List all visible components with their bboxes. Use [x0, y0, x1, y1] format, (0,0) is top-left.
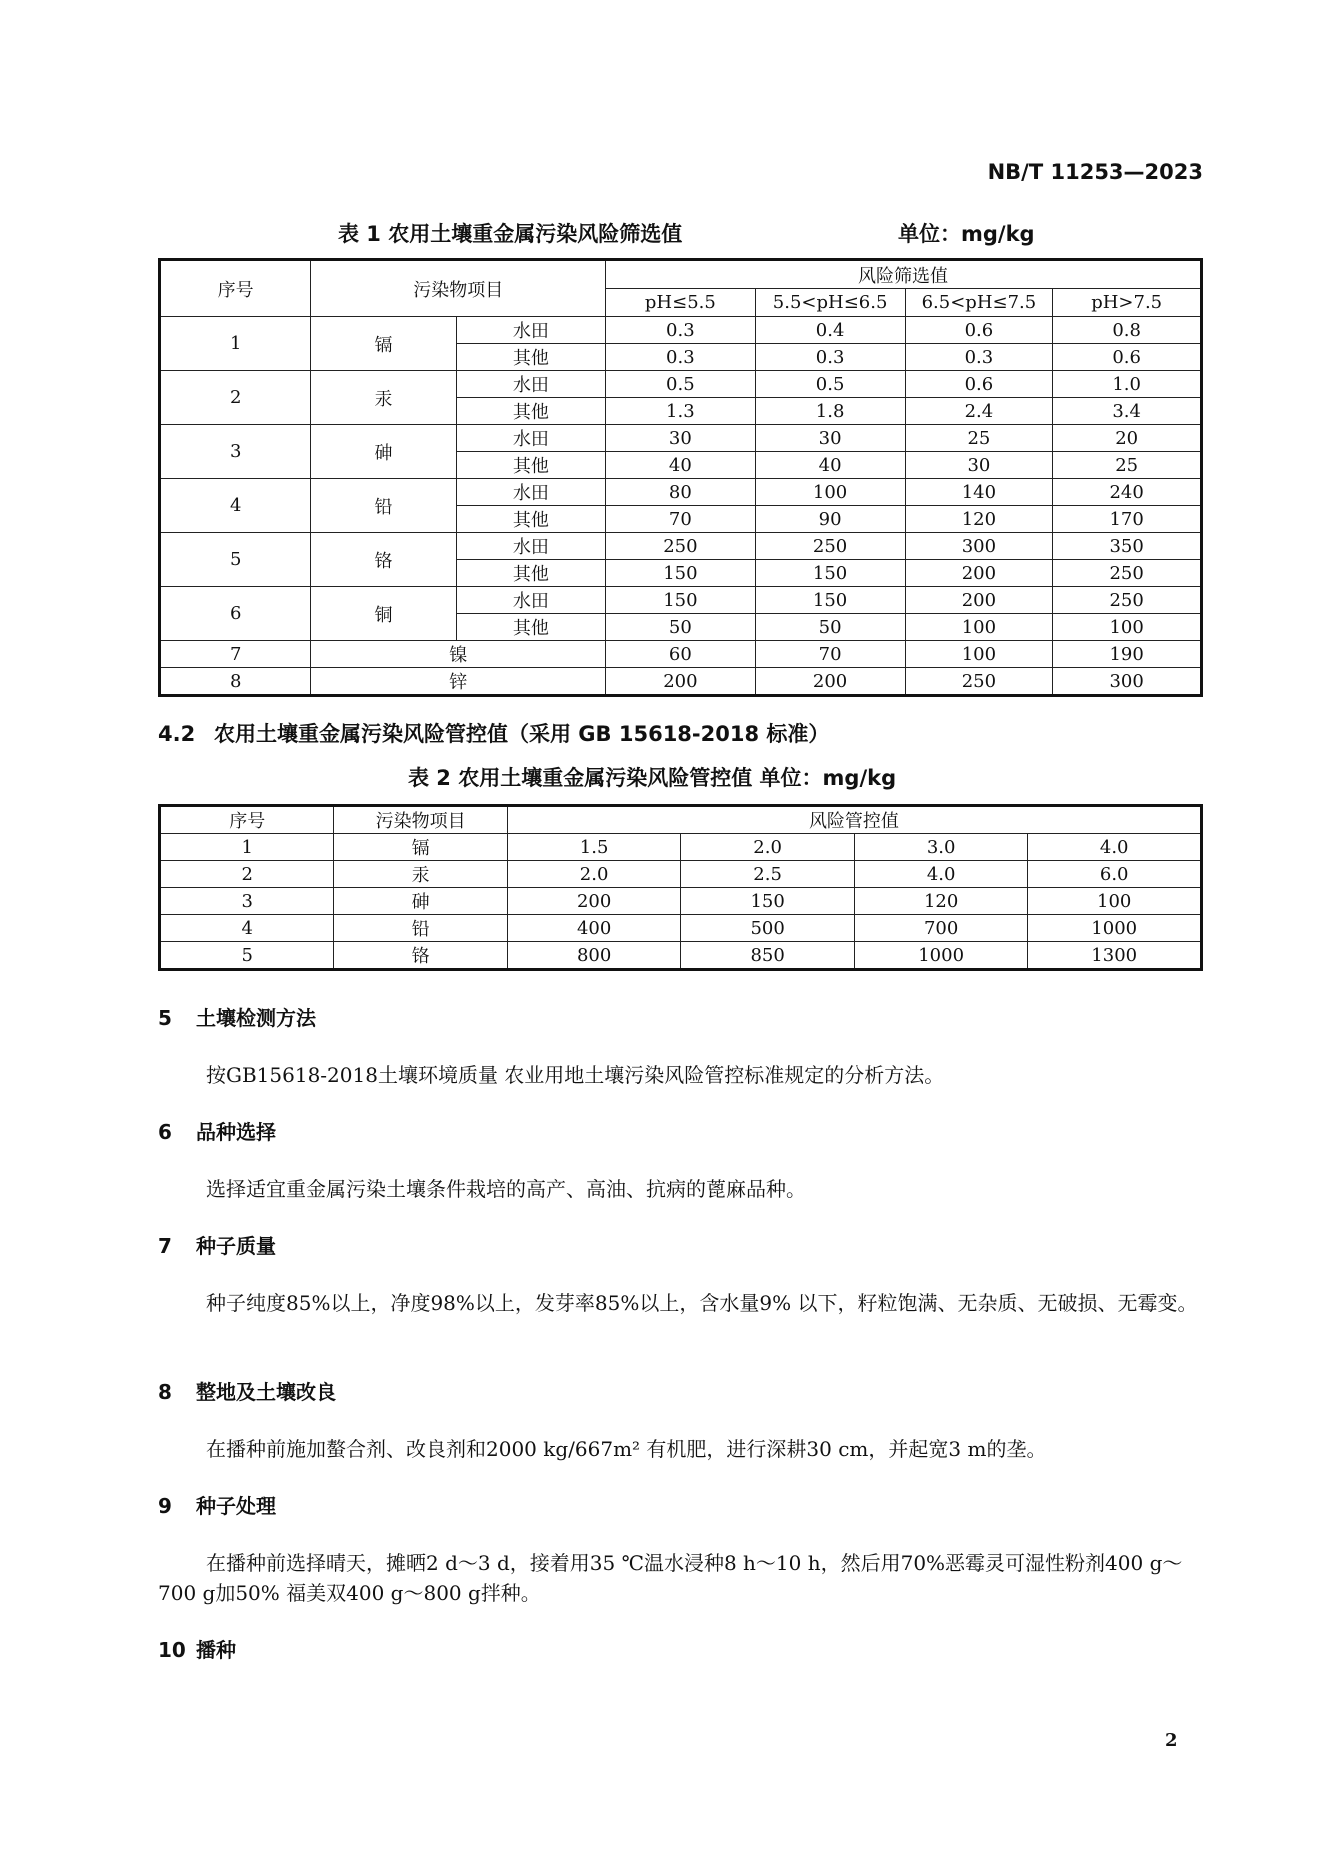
value-cell: 500 — [681, 915, 855, 942]
value-cell: 0.5 — [755, 371, 905, 398]
section-paragraph: 选择适宜重金属污染土壤条件栽培的高产、高油、抗病的蓖麻品种。 — [206, 1177, 806, 1201]
table-row — [160, 317, 1202, 344]
value-cell: 40 — [755, 452, 905, 479]
seq-cell: 1 — [160, 834, 334, 861]
table-row — [160, 888, 1202, 915]
section-number: 8 — [158, 1380, 172, 1404]
table-row — [160, 834, 1202, 861]
pollutant-cell: 铅 — [311, 479, 456, 533]
land-type-cell: 水田 — [456, 371, 605, 398]
value-cell: 0.3 — [905, 344, 1053, 371]
section-heading-5 — [158, 1002, 316, 1031]
header-ph-range: 6.5<pH≤7.5 — [905, 289, 1053, 317]
table2-caption: 表 2 农用土壤重金属污染风险管控值 单位：mg/kg — [408, 766, 897, 790]
header-seq: 序号 — [160, 806, 334, 834]
header-item: 污染物项目 — [334, 806, 507, 834]
risk-screening-table — [158, 258, 1203, 697]
section-title: 品种选择 — [196, 1120, 276, 1144]
value-cell: 150 — [606, 560, 756, 587]
value-cell: 300 — [1053, 668, 1202, 696]
value-cell: 850 — [681, 942, 855, 970]
value-cell: 30 — [755, 425, 905, 452]
value-cell: 250 — [905, 668, 1053, 696]
value-cell: 250 — [606, 533, 756, 560]
land-type-cell: 其他 — [456, 344, 605, 371]
section-number: 5 — [158, 1006, 172, 1030]
seq-cell: 3 — [160, 425, 311, 479]
section-number: 7 — [158, 1234, 172, 1258]
section-number: 10 — [158, 1638, 186, 1662]
value-cell: 0.4 — [755, 317, 905, 344]
value-cell: 4.0 — [854, 861, 1028, 888]
value-cell: 200 — [905, 587, 1053, 614]
section-heading-6 — [158, 1116, 276, 1145]
value-cell: 300 — [905, 533, 1053, 560]
header-ph-range: pH>7.5 — [1053, 289, 1202, 317]
land-type-cell: 水田 — [456, 317, 605, 344]
value-cell: 100 — [905, 614, 1053, 641]
seq-cell: 4 — [160, 915, 334, 942]
value-cell: 20 — [1053, 425, 1202, 452]
value-cell: 1.8 — [755, 398, 905, 425]
value-cell: 0.3 — [606, 317, 756, 344]
pollutant-cell: 铜 — [311, 587, 456, 641]
value-cell: 2.0 — [681, 834, 855, 861]
value-cell: 240 — [1053, 479, 1202, 506]
value-cell: 200 — [606, 668, 756, 696]
value-cell: 1.3 — [606, 398, 756, 425]
section-heading-7 — [158, 1230, 276, 1259]
value-cell: 120 — [905, 506, 1053, 533]
table-row — [160, 371, 1202, 398]
page-number: 2 — [1165, 1730, 1178, 1751]
value-cell: 3.4 — [1053, 398, 1202, 425]
value-cell: 1000 — [854, 942, 1028, 970]
document-number: NB/T 11253—2023 — [987, 160, 1203, 184]
land-type-cell: 水田 — [456, 587, 605, 614]
value-cell: 25 — [1053, 452, 1202, 479]
section-heading-10 — [158, 1634, 236, 1663]
value-cell: 1300 — [1028, 942, 1202, 970]
value-cell: 70 — [606, 506, 756, 533]
table-row — [160, 479, 1202, 506]
table-header-row — [160, 806, 1202, 834]
header-item: 污染物项目 — [311, 260, 606, 317]
value-cell: 250 — [1053, 587, 1202, 614]
land-type-cell: 其他 — [456, 614, 605, 641]
table1-unit: 单位：mg/kg — [898, 222, 1035, 246]
table1-caption: 表 1 农用土壤重金属污染风险筛选值 — [338, 222, 683, 246]
table-header-row — [160, 260, 1202, 289]
value-cell: 3.0 — [854, 834, 1028, 861]
table-row — [160, 533, 1202, 560]
value-cell: 150 — [755, 587, 905, 614]
value-cell: 40 — [606, 452, 756, 479]
seq-cell: 5 — [160, 942, 334, 970]
value-cell: 150 — [606, 587, 756, 614]
value-cell: 100 — [905, 641, 1053, 668]
value-cell: 150 — [681, 888, 855, 915]
table-row — [160, 641, 1202, 668]
value-cell: 25 — [905, 425, 1053, 452]
value-cell: 350 — [1053, 533, 1202, 560]
value-cell: 0.6 — [905, 317, 1053, 344]
value-cell: 70 — [755, 641, 905, 668]
pollutant-cell: 砷 — [334, 888, 507, 915]
seq-cell: 5 — [160, 533, 311, 587]
value-cell: 0.3 — [755, 344, 905, 371]
value-cell: 30 — [905, 452, 1053, 479]
value-cell: 2.4 — [905, 398, 1053, 425]
value-cell: 50 — [606, 614, 756, 641]
seq-cell: 2 — [160, 371, 311, 425]
header-ph-range: 5.5<pH≤6.5 — [755, 289, 905, 317]
value-cell: 50 — [755, 614, 905, 641]
value-cell: 80 — [606, 479, 756, 506]
seq-cell: 2 — [160, 861, 334, 888]
value-cell: 800 — [507, 942, 681, 970]
section-heading-8 — [158, 1376, 336, 1405]
pollutant-cell: 汞 — [334, 861, 507, 888]
header-ph-range: pH≤5.5 — [606, 289, 756, 317]
section-title: 整地及土壤改良 — [196, 1380, 336, 1404]
value-cell: 1.5 — [507, 834, 681, 861]
pollutant-cell: 汞 — [311, 371, 456, 425]
value-cell: 0.6 — [1053, 344, 1202, 371]
pollutant-cell: 铬 — [334, 942, 507, 970]
table-row — [160, 425, 1202, 452]
value-cell: 200 — [755, 668, 905, 696]
value-cell: 100 — [755, 479, 905, 506]
pollutant-cell: 铅 — [334, 915, 507, 942]
section-paragraph: 按GB15618-2018土壤环境质量 农业用地土壤污染风险管控标准规定的分析方法。 — [206, 1063, 945, 1087]
header-group: 风险管控值 — [507, 806, 1201, 834]
value-cell: 190 — [1053, 641, 1202, 668]
table-row — [160, 942, 1202, 970]
section-title: 播种 — [196, 1638, 236, 1662]
seq-cell: 7 — [160, 641, 311, 668]
land-type-cell: 其他 — [456, 506, 605, 533]
value-cell: 140 — [905, 479, 1053, 506]
section-title: 种子处理 — [196, 1494, 276, 1518]
header-seq: 序号 — [160, 260, 311, 317]
section-title: 土壤检测方法 — [196, 1006, 316, 1030]
seq-cell: 6 — [160, 587, 311, 641]
land-type-cell: 其他 — [456, 452, 605, 479]
value-cell: 2.0 — [507, 861, 681, 888]
seq-cell: 3 — [160, 888, 334, 915]
value-cell: 4.0 — [1028, 834, 1202, 861]
value-cell: 90 — [755, 506, 905, 533]
land-type-cell: 水田 — [456, 479, 605, 506]
pollutant-cell: 砷 — [311, 425, 456, 479]
value-cell: 0.5 — [606, 371, 756, 398]
section-heading-9 — [158, 1490, 276, 1519]
value-cell: 1000 — [1028, 915, 1202, 942]
pollutant-cell: 锌 — [311, 668, 606, 696]
value-cell: 120 — [854, 888, 1028, 915]
table-row — [160, 915, 1202, 942]
value-cell: 700 — [854, 915, 1028, 942]
value-cell: 30 — [606, 425, 756, 452]
pollutant-cell: 镉 — [334, 834, 507, 861]
section-title: 种子质量 — [196, 1234, 276, 1258]
pollutant-cell: 镍 — [311, 641, 606, 668]
section-4-2-heading: 4.2 农用土壤重金属污染风险管控值（采用 GB 15618-2018 标准） — [158, 722, 830, 746]
value-cell: 400 — [507, 915, 681, 942]
seq-cell: 4 — [160, 479, 311, 533]
section-paragraph: 在播种前选择晴天，摊晒2 d～3 d，接着用35 ℃温水浸种8 h～10 h，然后用70%恶霉灵可湿性粉剂400 g～700 g加50% 福美双400 g～800 g拌种。 — [158, 1551, 1183, 1605]
value-cell: 200 — [905, 560, 1053, 587]
value-cell: 170 — [1053, 506, 1202, 533]
risk-control-table — [158, 804, 1203, 971]
land-type-cell: 水田 — [456, 425, 605, 452]
value-cell: 0.8 — [1053, 317, 1202, 344]
value-cell: 6.0 — [1028, 861, 1202, 888]
seq-cell: 8 — [160, 668, 311, 696]
value-cell: 2.5 — [681, 861, 855, 888]
value-cell: 1.0 — [1053, 371, 1202, 398]
value-cell: 100 — [1053, 614, 1202, 641]
section-number: 6 — [158, 1120, 172, 1144]
land-type-cell: 其他 — [456, 398, 605, 425]
pollutant-cell: 铬 — [311, 533, 456, 587]
value-cell: 0.3 — [606, 344, 756, 371]
section-paragraph: 种子纯度85%以上，净度98%以上，发芽率85%以上，含水量9% 以下，籽粒饱满、无杂质、无破损、无霉变。 — [206, 1291, 1198, 1315]
header-group: 风险筛选值 — [606, 260, 1202, 289]
table-row — [160, 861, 1202, 888]
land-type-cell: 水田 — [456, 533, 605, 560]
value-cell: 250 — [755, 533, 905, 560]
table-row — [160, 668, 1202, 696]
value-cell: 200 — [507, 888, 681, 915]
land-type-cell: 其他 — [456, 560, 605, 587]
value-cell: 0.6 — [905, 371, 1053, 398]
section-paragraph: 在播种前施加螯合剂、改良剂和2000 kg/667m² 有机肥，进行深耕30 cm，并起宽3 m的垄。 — [206, 1437, 1047, 1461]
value-cell: 250 — [1053, 560, 1202, 587]
pollutant-cell: 镉 — [311, 317, 456, 371]
table-row — [160, 587, 1202, 614]
value-cell: 100 — [1028, 888, 1202, 915]
value-cell: 60 — [606, 641, 756, 668]
section-number: 9 — [158, 1494, 172, 1518]
seq-cell: 1 — [160, 317, 311, 371]
value-cell: 150 — [755, 560, 905, 587]
